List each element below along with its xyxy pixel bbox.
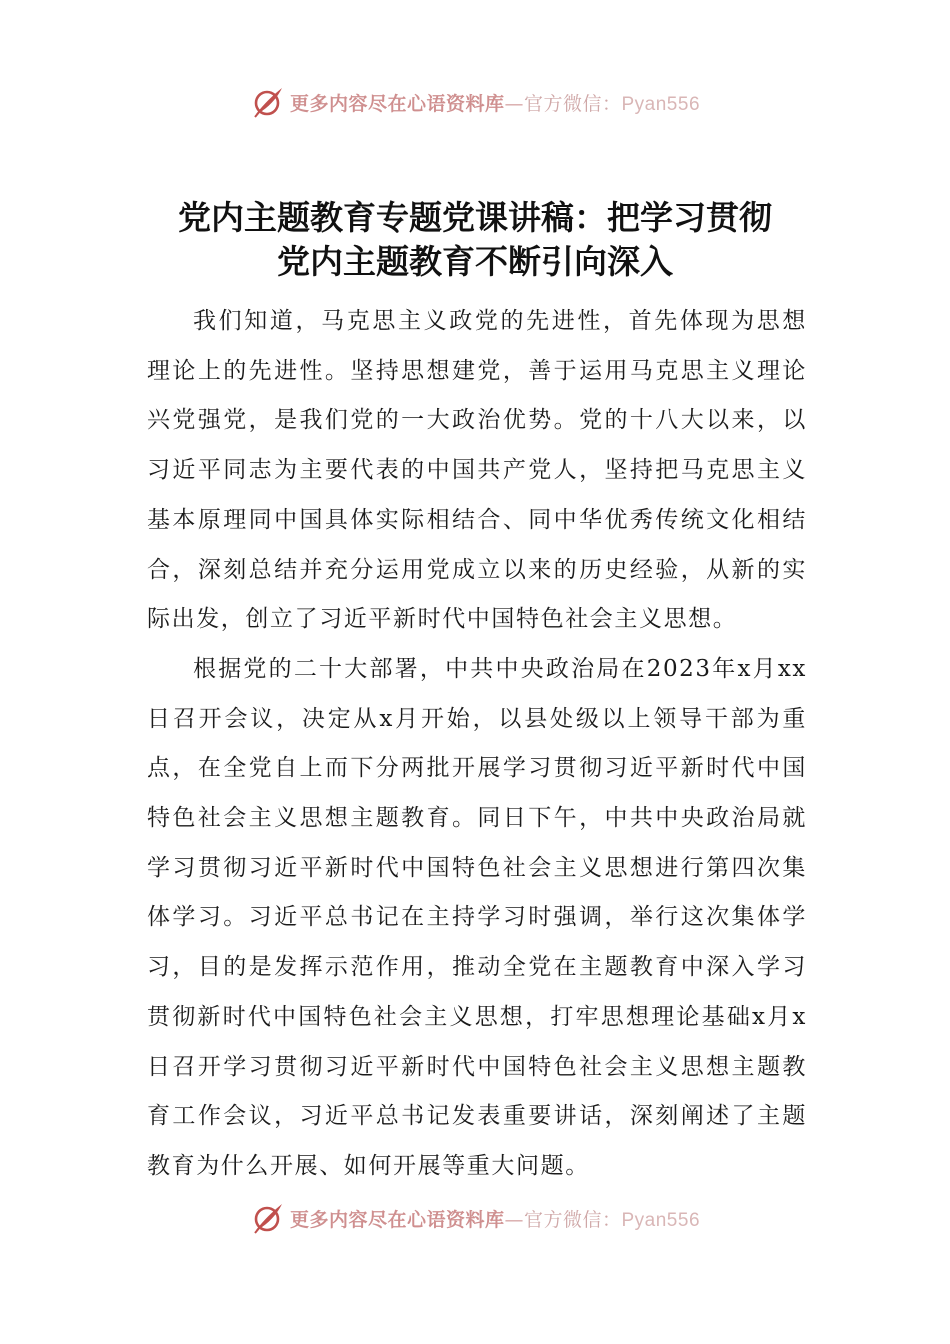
document-title [140, 196, 810, 284]
banner-site-name: 更多内容尽在心语资料库 [289, 92, 505, 115]
document-body [147, 297, 807, 1192]
quill-pen-logo-icon [250, 1204, 286, 1236]
banner-wechat-label: 官方微信： [523, 92, 622, 115]
banner-content [250, 1204, 700, 1236]
banner-text [290, 1205, 700, 1232]
banner-wechat-handle: Pyan556 [621, 1209, 701, 1231]
document-title-line-2: 党内主题教育不断引向深入 [277, 242, 673, 281]
banner-separator: — [504, 92, 524, 115]
quill-pen-logo-icon [250, 84, 286, 120]
header-watermark-banner [0, 82, 950, 122]
banner-text [290, 89, 700, 116]
banner-separator: — [504, 1208, 524, 1231]
banner-site-name: 更多内容尽在心语资料库 [289, 1208, 505, 1231]
paragraph-2: 根据党的二十大部署，中共中央政治局在2023年x月xx日召开会议，决定从x月开始，以县处级以上领导干部为重点，在全党自上而下分两批开展学习贯彻习近平新时代中国特色社会主义思想主题教育。同日下午，中共中央政治局就学习贯彻习近平新时代中国特色社会主义思想进行第四次集体学习。习近平总书记在主持学习时强调，举行这次集体学习，目的是发挥示范作用，推动全党在主题教育中深入学习贯彻新时代中国特色社会主义思想，打牢思想理论基础x月x日召开学习贯彻习近平新时代中国特色社会主义思想主题教育工作会议，习近平总书记发表重要讲话，深刻阐述了主题教育为什么开展、如何开展等重大问题。 [147, 655, 807, 1179]
banner-content [250, 84, 700, 120]
banner-wechat-label: 官方微信： [523, 1208, 622, 1231]
banner-wechat-handle: Pyan556 [621, 93, 701, 115]
document-title-line-1: 党内主题教育专题党课讲稿：把学习贯彻 [178, 198, 772, 237]
footer-watermark-banner [0, 1204, 950, 1240]
paragraph-1: 我们知道，马克思主义政党的先进性，首先体现为思想理论上的先进性。坚持思想建党，善于运用马克思主义理论兴党强党，是我们党的一大政治优势。党的十八大以来，以习近平同志为主要代表的中国共产党人，坚持把马克思主义基本原理同中国具体实际相结合、同中华优秀传统文化相结合，深刻总结并充分运用党成立以来的历史经验，从新的实际出发，创立了习近平新时代中国特色社会主义思想。 [147, 308, 807, 633]
